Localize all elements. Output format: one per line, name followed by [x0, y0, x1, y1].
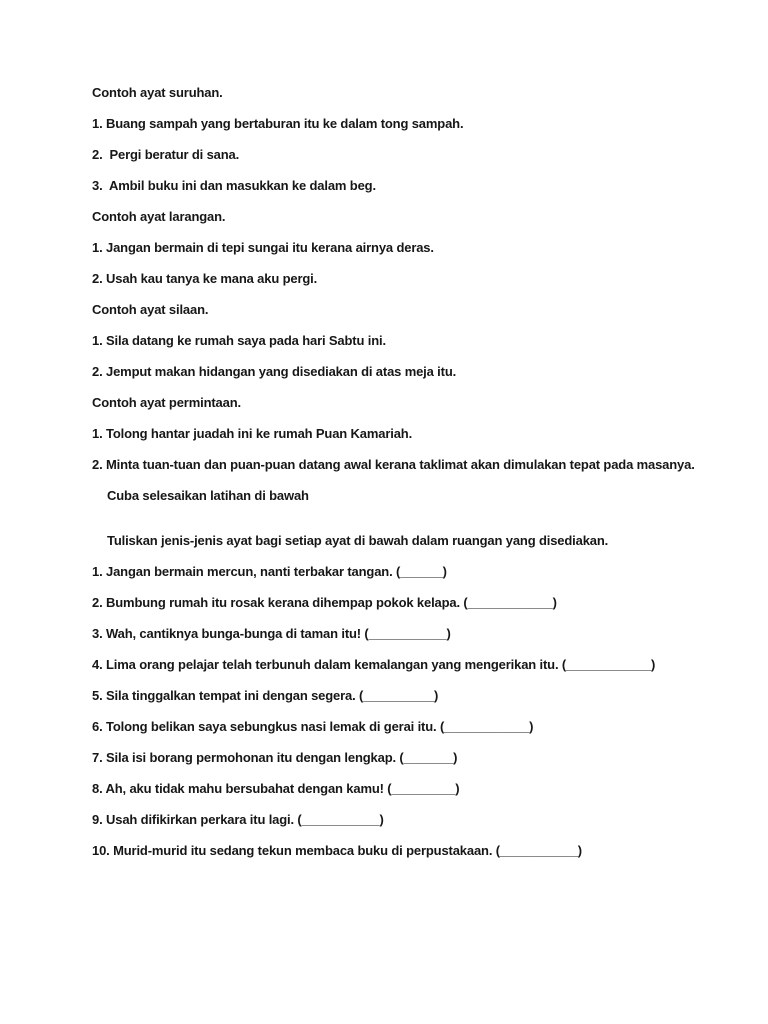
exercise-instruction: Tuliskan jenis-jenis ayat bagi setiap ayat di bawah dalam ruangan yang disediakan.: [107, 533, 609, 548]
example-sentence: 1. Jangan bermain di tepi sungai itu kerana airnya deras.: [92, 240, 434, 255]
example-sentence: 2. Minta tuan-tuan dan puan-puan datang awal kerana taklimat akan dimulakan tepat pada masanya.: [92, 457, 695, 472]
question-line: 2. Bumbung rumah itu rosak kerana dihempap pokok kelapa. (____________): [92, 595, 557, 610]
example-sentence: 3. Ambil buku ini dan masukkan ke dalam beg.: [92, 178, 376, 193]
example-sentence: 2. Jemput makan hidangan yang disediakan di atas meja itu.: [92, 364, 457, 379]
question-line: 9. Usah difikirkan perkara itu lagi. (___________): [92, 812, 384, 827]
example-sentence: 1. Sila datang ke rumah saya pada hari Sabtu ini.: [92, 333, 386, 348]
question-line: 3. Wah, cantiknya bunga-bunga di taman itu! (___________): [92, 626, 451, 641]
exercise-subheading: Cuba selesaikan latihan di bawah: [107, 488, 309, 503]
section-heading-suruhan: Contoh ayat suruhan.: [92, 85, 223, 100]
question-line: 6. Tolong belikan saya sebungkus nasi lemak di gerai itu. (____________): [92, 719, 534, 734]
example-sentence: 1. Buang sampah yang bertaburan itu ke dalam tong sampah.: [92, 116, 464, 131]
section-heading-permintaan: Contoh ayat permintaan.: [92, 395, 241, 410]
question-line: 7. Sila isi borang permohonan itu dengan lengkap. (_______): [92, 750, 458, 765]
question-line: 1. Jangan bermain mercun, nanti terbakar tangan. (______): [92, 564, 447, 579]
section-heading-larangan: Contoh ayat larangan.: [92, 209, 226, 224]
worksheet-content: [92, 86, 762, 875]
question-line: 8. Ah, aku tidak mahu bersubahat dengan kamu! (_________): [92, 781, 460, 796]
question-line: 10. Murid-murid itu sedang tekun membaca buku di perpustakaan. (___________): [92, 843, 582, 858]
example-sentence: 2. Usah kau tanya ke mana aku pergi.: [92, 271, 318, 286]
question-line: 5. Sila tinggalkan tempat ini dengan segera. (__________): [92, 688, 439, 703]
example-sentence: 1. Tolong hantar juadah ini ke rumah Puan Kamariah.: [92, 426, 413, 441]
example-sentence: 2. Pergi beratur di sana.: [92, 147, 240, 162]
question-line: 4. Lima orang pelajar telah terbunuh dalam kemalangan yang mengerikan itu. (____________): [92, 657, 656, 672]
section-heading-silaan: Contoh ayat silaan.: [92, 302, 209, 317]
